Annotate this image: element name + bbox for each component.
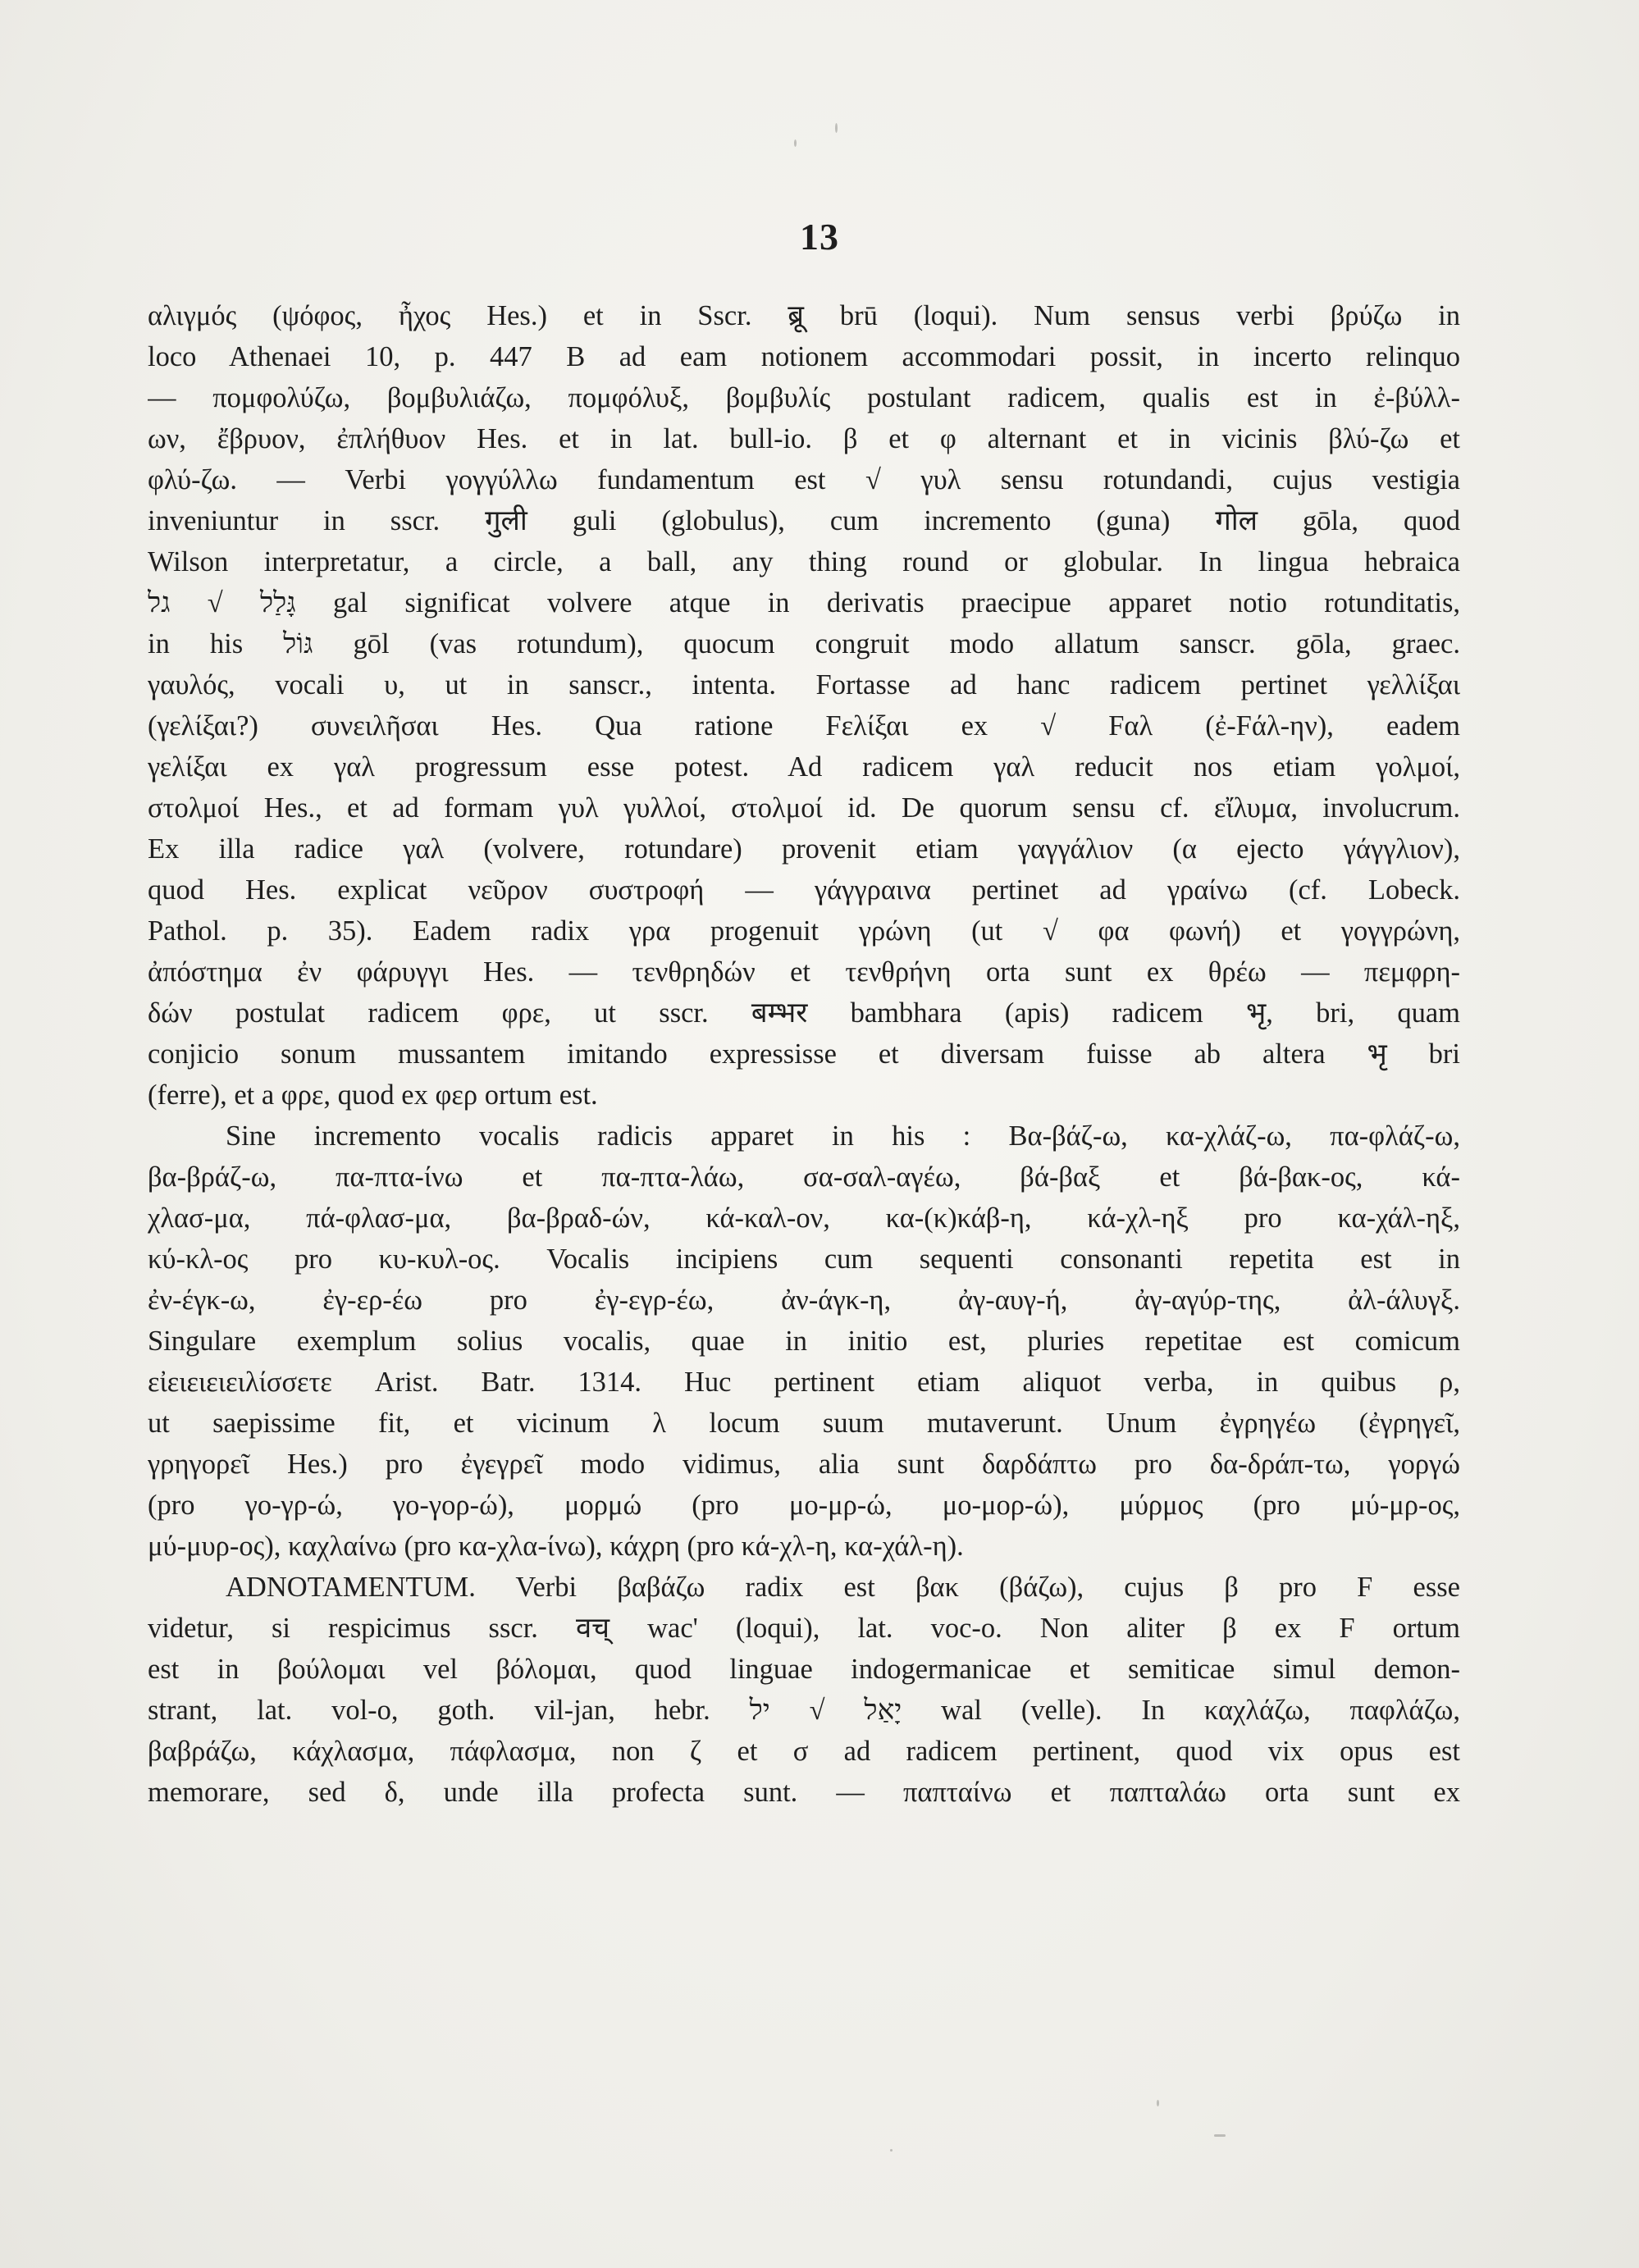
text-line: conjicio sonum mussantem imitando expressisse et diversam fuisse ab altera भृ bri bbox=[148, 1038, 1460, 1070]
text-line: χλασ-μα, πά-φλασ-μα, βα-βραδ-ών, κά-καλ-ον, κα-(κ)κάβ-η, κά-χλ-ηξ pro κα-χάλ-ηξ, bbox=[148, 1202, 1460, 1234]
text-line: γαυλός, vocali υ, ut in sanscr., intenta. Fortasse ad hanc radicem pertinet γελλίξαι bbox=[148, 669, 1460, 700]
text-line: strant, lat. vol-o, goth. vil-jan, hebr. יָאַל √ יל wal (velle). In καχλάζω, παφλάζω, bbox=[148, 1695, 1460, 1726]
text-line: γρηγορεῖ Hes.) pro ἐγεγρεῖ modo vidimus, alia sunt δαρδάπτω pro δα-δράπ-τω, γοργώ bbox=[148, 1449, 1460, 1480]
text-line: ἐν-έγκ-ω, ἐγ-ερ-έω pro ἐγ-εγρ-έω, ἀν-άγκ-η, ἀγ-αυγ-ή, ἀγ-αγύρ-της, ἀλ-άλυγξ. bbox=[148, 1285, 1460, 1316]
text-line: βαβράζω, κάχλασμα, πάφλασμα, non ζ et σ ad radicem pertinent, quod vix opus est bbox=[148, 1736, 1460, 1767]
text-line: (pro γο-γρ-ώ, γο-γορ-ώ), μορμώ (pro μο-μρ-ώ, μο-μορ-ώ), μύρμος (pro μύ-μρ-ος, bbox=[148, 1490, 1460, 1521]
text-line: loco Athenaei 10, p. 447 B ad eam notionem accommodari possit, in incerto relinquo bbox=[148, 341, 1460, 372]
text-line: est in βούλομαι vel βόλομαι, quod linguae indogermanicae et semiticae simul demon- bbox=[148, 1654, 1460, 1685]
text-line: δών postulat radicem φρε, ut sscr. बम्भर bambhara (apis) radicem भृ, bri, quam bbox=[148, 997, 1460, 1029]
main-text bbox=[148, 295, 1460, 1813]
text-line: Pathol. p. 35). Eadem radix γρα progenuit γρώνη (ut √ φα φωνή) et γογγρώνη, bbox=[148, 915, 1460, 947]
text-line: εἰειειειειλίσσετε Arist. Batr. 1314. Huc pertinent etiam aliquot verba, in quibus ρ, bbox=[148, 1367, 1460, 1398]
text-line: μύ-μυρ-ος), καχλαίνω (pro κα-χλα-ίνω), κάχρη (pro κά-χλ-η, κα-χάλ-η). bbox=[148, 1531, 964, 1562]
paragraph-3 bbox=[148, 1567, 1460, 1813]
text-line: (ferre), et a φρε, quod ex φερ ortum est. bbox=[148, 1079, 598, 1111]
scan-speck bbox=[890, 2149, 893, 2152]
scan-speck bbox=[1157, 2100, 1159, 2106]
scan-speck bbox=[835, 123, 838, 133]
text-line: αλιγμός (ψόφος, ἦχος Hes.) et in Sscr. ब्रू brū (loqui). Num sensus verbi βρύζω in bbox=[148, 300, 1460, 331]
text-line: ADNOTAMENTUM. Verbi βαβάζω radix est βακ (βάζω), cujus β pro F esse bbox=[226, 1572, 1460, 1603]
text-line: γελίξαι ex γαλ progressum esse potest. Ad radicem γαλ reducit nos etiam γολμοί, bbox=[148, 751, 1460, 783]
paragraph-1 bbox=[148, 295, 1460, 1116]
text-line: inveniuntur in sscr. गुली guli (globulus), cum incremento (guna) गोल gōla, quod bbox=[148, 505, 1460, 536]
text-line: ων, ἔβρυον, ἐπλήθυον Hes. et in lat. bull-io. β et φ alternant et in vicinis βλύ-ζω et bbox=[148, 423, 1460, 454]
text-line: גָּלַל √ גל gal significat volvere atque in derivatis praecipue apparet notio rotunditatis, bbox=[148, 587, 1460, 618]
text-line: φλύ-ζω. — Verbi γογγύλλω fundamentum est √ γυλ sensu rotundandi, cujus vestigia bbox=[148, 464, 1460, 495]
text-line: Ex illa radice γαλ (volvere, rotundare) provenit etiam γαγγάλιον (α ejecto γάγγλιον), bbox=[148, 833, 1460, 865]
text-line: in his גּוֹל gōl (vas rotundum), quocum congruit modo allatum sanscr. gōla, graec. bbox=[148, 628, 1460, 659]
text-line: Singulare exemplum solius vocalis, quae in initio est, pluries repetitae est comicum bbox=[148, 1326, 1460, 1357]
text-line: κύ-κλ-ος pro κυ-κυλ-ος. Vocalis incipiens cum sequenti consonanti repetita est in bbox=[148, 1244, 1460, 1275]
text-line: Sine incremento vocalis radicis apparet in his : Βα-βάζ-ω, κα-χλάζ-ω, πα-φλάζ-ω, bbox=[226, 1120, 1460, 1152]
scan-speck bbox=[794, 139, 797, 147]
text-line: videtur, si respicimus sscr. वच् wac' (loqui), lat. voc-o. Non aliter β ex F ortum bbox=[148, 1613, 1460, 1644]
scan-speck bbox=[1214, 2134, 1226, 2137]
text-line: memorare, sed δ, unde illa profecta sunt. — παπταίνω et παπταλάω orta sunt ex bbox=[148, 1777, 1460, 1808]
text-line: ut saepissime fit, et vicinum λ locum suum mutaverunt. Unum ἐγρηγέω (ἐγρηγεῖ, bbox=[148, 1408, 1460, 1439]
page-number: 13 bbox=[800, 216, 839, 258]
text-line: ἀπόστημα ἐν φάρυγγι Hes. — τενθρηδών et τενθρήνη orta sunt ex θρέω — πεμφρη- bbox=[148, 956, 1460, 988]
text-line: (γελίξαι?) συνειλῆσαι Hes. Qua ratione Fελίξαι ex √ Fαλ (ἐ-Fάλ-ην), eadem bbox=[148, 710, 1460, 742]
text-line: — πομφολύζω, βομβυλιάζω, πομφόλυξ, βομβυλίς postulant radicem, qualis est in ἐ-βύλλ- bbox=[148, 382, 1460, 413]
paragraph-2 bbox=[148, 1116, 1460, 1567]
text-line: στολμοί Hes., et ad formam γυλ γυλλοί, στολμοί id. De quorum sensu cf. εἴλυμα, involucrum. bbox=[148, 792, 1460, 824]
text-line: quod Hes. explicat νεῦρον συστροφή — γάγγραινα pertinet ad γραίνω (cf. Lobeck. bbox=[148, 874, 1460, 906]
text-line: βα-βράζ-ω, πα-πτα-ίνω et πα-πτα-λάω, σα-σαλ-αγέω, βά-βαξ et βά-βακ-ος, κά- bbox=[148, 1161, 1460, 1193]
text-line: Wilson interpretatur, a circle, a ball, any thing round or globular. In lingua hebraica bbox=[148, 546, 1460, 577]
